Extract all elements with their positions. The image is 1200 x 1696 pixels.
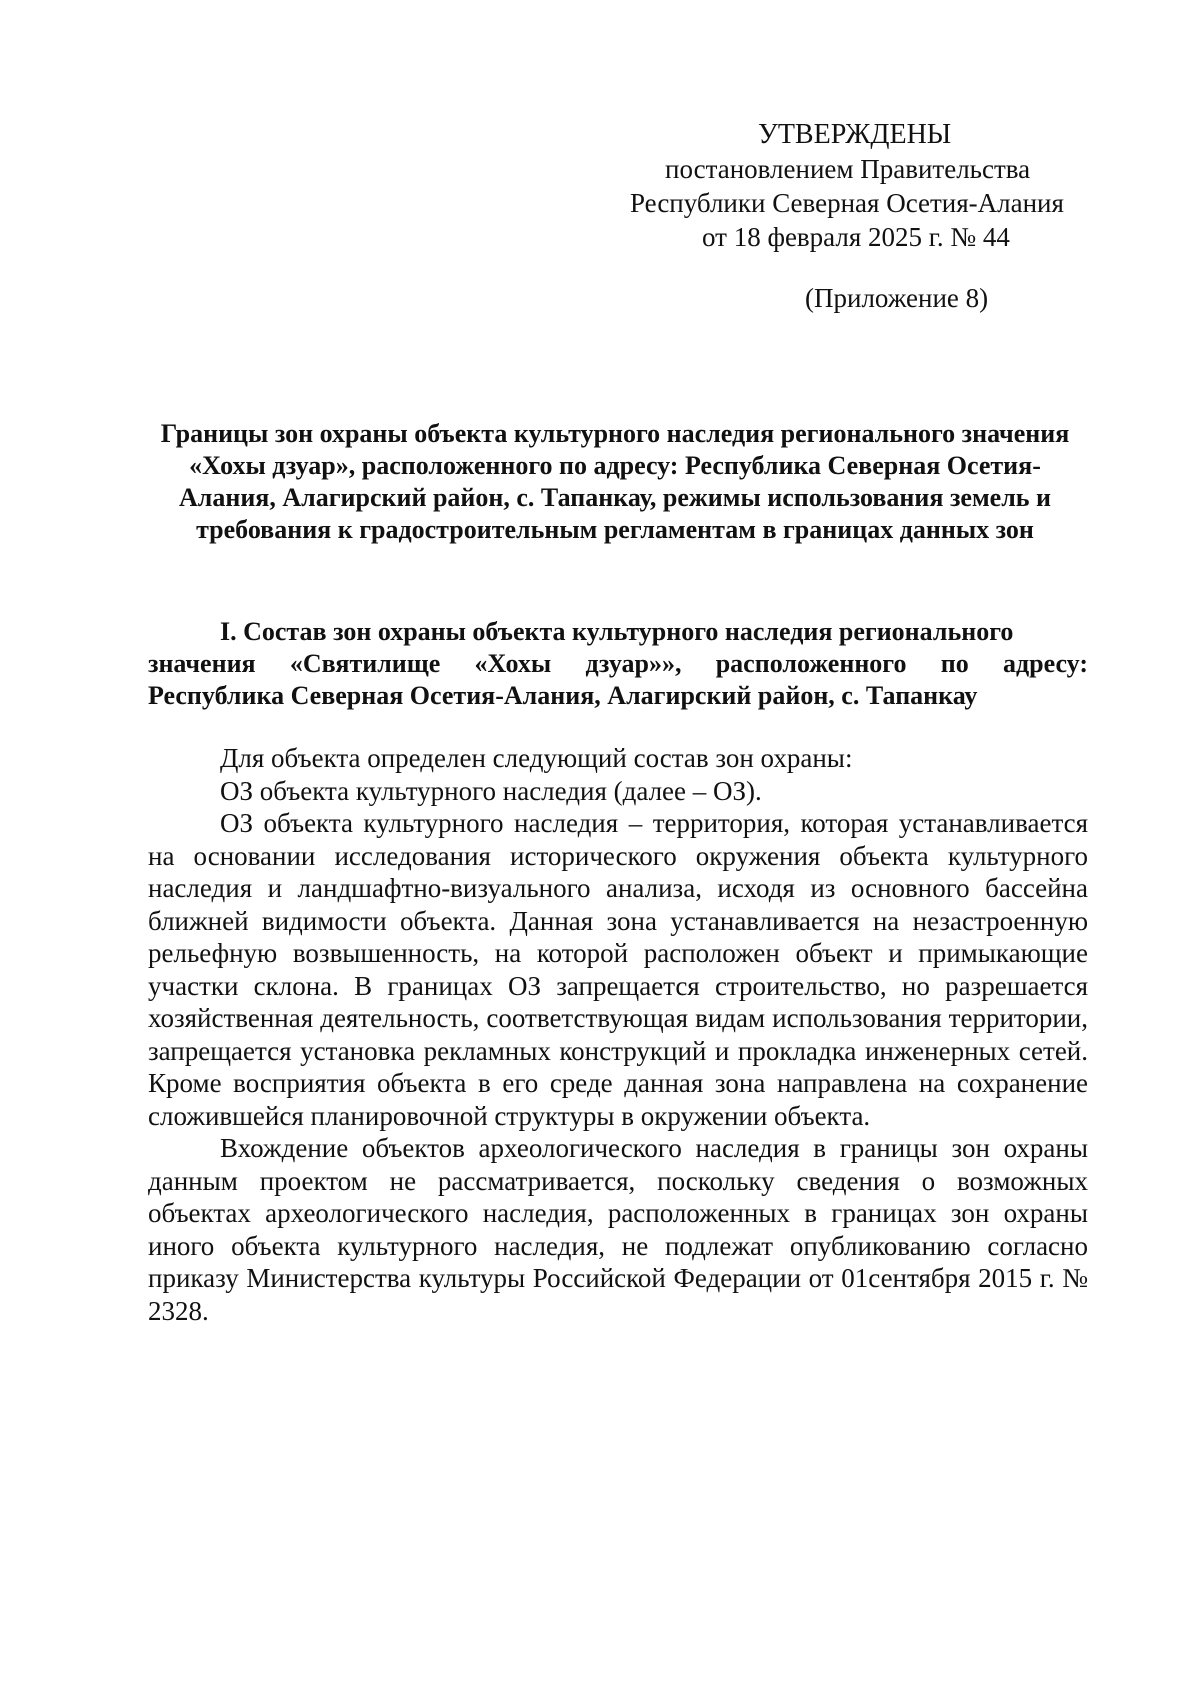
- paragraph: Вхождение объектов археологического наследия в границы зон охраны данным проектом не рассматривается, поскольку сведения о возможных объектах археологического наследия, расположенных в границах зон охраны иного объекта культурного наследия, не подлежат опубликованию согласно приказу Министерства культуры Российской Федерации от 01сентября 2015 г. № 2328.: [148, 1133, 1088, 1326]
- paragraph: Для объекта определен следующий состав зон охраны:: [220, 743, 853, 773]
- section-title-line-2: значения «Святилище «Хохы дзуар»», расположенного по адресу:: [148, 649, 1088, 678]
- section-title-line-1: I. Состав зон охраны объекта культурного наследия регионального: [220, 617, 1014, 646]
- paragraph: ОЗ объекта культурного наследия (далее – ОЗ).: [220, 775, 762, 806]
- appendix-label: (Приложение 8): [805, 283, 989, 313]
- paragraph: ОЗ объекта культурного наследия – территория, которая устанавливается на основании исследования исторического окружения объекта культурного наследия и ландшафтно-визуального анализа, исходя из основного бассейна ближней видимости объекта. Данная зона устанавливается на незастроенную рельефную возвышенность, на которой расположен объект и примыкающие участки склона. В границах ОЗ запрещается строительство, но разрешается хозяйственная деятельность, соответствующая видам использования территории, запрещается установка рекламных конструкций и прокладка инженерных сетей. Кроме восприятия объекта в его среде данная зона направлена на сохранение сложившейся планировочной структуры в окружении объекта.: [148, 808, 1088, 1131]
- approval-title: УТВЕРЖДЕНЫ: [758, 119, 952, 150]
- approval-line-1: постановлением Правительства: [665, 154, 1031, 184]
- section-title-line-3: Республика Северная Осетия-Алания, Алагирский район, с. Тапанкау: [148, 681, 978, 710]
- approval-block: [620, 118, 1090, 254]
- approval-line-3: от 18 февраля 2025 г. № 44: [702, 222, 1010, 252]
- document-title: Границы зон охраны объекта культурного наследия регионального значения «Хохы дзуар», расположенного по адресу: Республика Северная Осетия-Алания, Алагирский район, с. Тапанкау, режимы использования земель и требования к градостроительным регламентам в границах данных зон: [160, 419, 1070, 544]
- body-text: [148, 742, 1088, 1327]
- approval-line-2: Республики Северная Осетия-Алания: [630, 188, 1064, 218]
- section-title: [148, 616, 1088, 712]
